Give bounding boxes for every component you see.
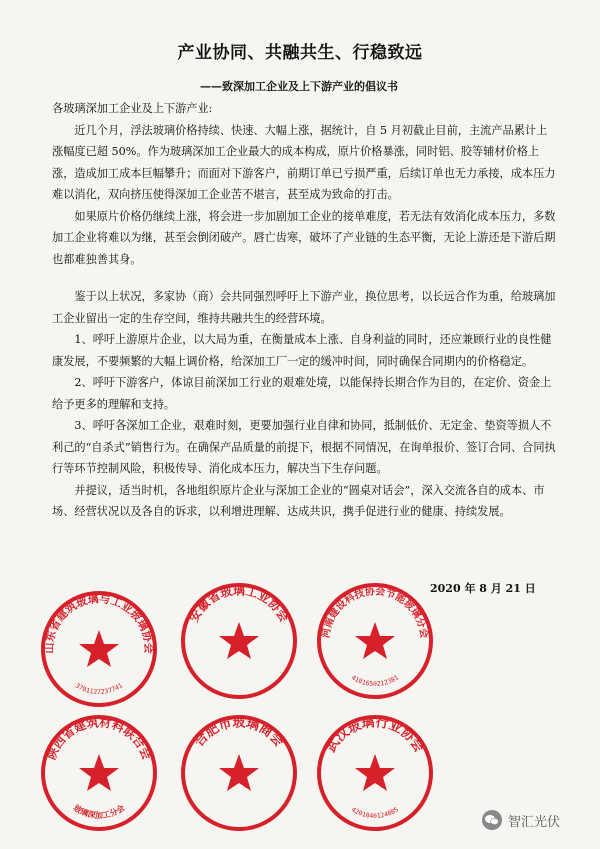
star-icon	[355, 754, 395, 791]
seal-hefei	[178, 712, 300, 834]
star-icon	[219, 754, 259, 791]
seal-shaanxi-name: 陕西省建筑材料联合会	[44, 715, 154, 762]
paragraph-6: 3、呼吁各深加工企业，艰难时刻，更要加强行业自律和协同，抵制低价、无定金、垫资等损人不利己的“自杀式”销售行为。在确保产品质量的前提下，根据不同情况，在询单报价、签订合同、合同执行等环节控制风险，积极传导、消化成本压力，解决当下生存问题。	[52, 419, 556, 475]
star-icon	[79, 754, 119, 791]
seal-shandong	[38, 588, 160, 710]
seal-shandong-number: 3701127237741	[73, 681, 125, 697]
seal-shandong-name: 山东省建筑玻璃与工业玻璃协会	[42, 592, 156, 654]
seal-anhui-name: 安徽省玻璃工业协会	[186, 583, 292, 625]
document-subtitle: ——致深加工企业及上下游产业的倡议书	[200, 80, 398, 93]
paragraph-5: 2、呼吁下游客户，体谅目前深加工行业的艰难处境，以能保持长期合作为目的，在定价、资金上给予更多的理解和支持。	[52, 376, 552, 411]
seal-wuhan-name: 武汉玻璃行业协会	[323, 715, 427, 756]
salutation: 各玻璃深加工企业及上下游产业:	[52, 102, 213, 115]
paragraph-2: 如果原片价格仍继续上涨，将会进一步加剧加工企业的接单难度，若无法有效消化成本压力，多数加工企业将难以为继，甚至会倒闭破产。唇亡齿寒，破坏了产业链的生态平衡，无论上游还是下游后期也都难独善其身。	[52, 209, 556, 266]
document-body	[52, 98, 557, 523]
document-title: 产业协同、共融共生、行稳致远	[177, 43, 423, 63]
star-icon	[79, 630, 119, 667]
seal-wuhan	[314, 712, 436, 834]
paragraph-4: 1、呼吁上游原片企业，以大局为重，在衡量成本上涨、自身利益的同时，还应兼顾行业的良性健康发展，不要频繁的大幅上调价格，给深加工厂一定的缓冲时间，同时确保合同期内的价格稳定。	[52, 333, 552, 368]
watermark-text: 智汇光伏	[508, 814, 561, 830]
watermark	[482, 808, 560, 832]
seal-henan-number: 4101650212381	[349, 673, 401, 689]
star-icon	[219, 622, 259, 659]
seal-hefei-name: 合肥市玻璃商会	[191, 715, 287, 750]
paragraph-1: 近几个月，浮法玻璃价格持续、快速、大幅上涨，据统计，自 5 月初截止目前，主流产品累计上涨幅度已超 50%。作为玻璃深加工企业最大的成本构成，原片价格暴涨，同时铝、胶等辅材价格上涨，造成加工成本巨幅攀升；而面对下游客户，前期订单已亏损严重，后续订单也无力承接，成本压力难以消化，双向挤压使得深加工企业苦不堪言，甚至成为致命的打击。	[52, 123, 556, 201]
paragraph-7: 并提议，适当时机，各地组织原片企业与深加工企业的“圆桌对话会”，深入交流各自的成本、市场、经营状况以及各自的诉求，以利增进理解、达成共识，携手促进行业的健康、持续发展。	[52, 483, 545, 518]
paragraph-3: 鉴于以上状况，多家协（商）会共同强烈呼吁上下游产业，换位思考，以长远合作为重，给玻璃加工企业留出一定的生存空间，维持共融共生的经营环境。	[52, 290, 556, 325]
seal-henan-name: 河南建设科技协会节能玻璃分会	[320, 586, 430, 639]
star-icon	[355, 622, 395, 659]
seal-henan	[314, 580, 436, 702]
document-date: 2020 年 8 月 21 日	[430, 582, 536, 595]
paragraph-gap	[52, 270, 557, 286]
seal-wuhan-number: 4201040124085	[349, 805, 401, 821]
seal-shaanxi	[38, 712, 160, 834]
wechat-icon	[482, 810, 502, 830]
seal-shaanxi-branch: 玻璃深加工分会	[71, 803, 127, 821]
seal-anhui	[178, 580, 300, 702]
